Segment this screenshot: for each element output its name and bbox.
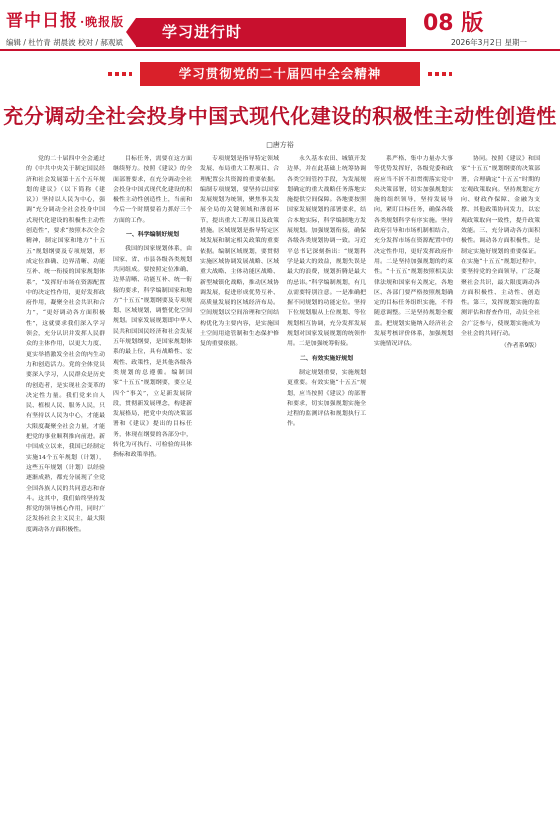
article-headline: 充分调动全社会投身中国式现代化建设的积极性主动性创造性 [3, 104, 557, 128]
series-title: 学习贯彻党的二十届四中全会精神 [178, 66, 382, 81]
section-subhead-1: 一、科学编制好规划 [125, 232, 179, 239]
section-subhead-2: 二、有效实施好规划 [299, 355, 353, 362]
paragraph: 专项规划是指导特定领域发展、布局重大工程项目、合理配置公共资源的重要依据。编制专项规划，要坚持以国家发展规划为统领，聚焦事关发展全局的关键领域和薄弱环节，提出重大工程项目及政策措施。区域规划是指导特定区域发展和制定相关政策的重要依据。编制区域规划，要贯彻实施区域协调发展战略、区域重大战略、主体功能区战略、新型城镇化战略，推动区域协调发展，促进形成优势互补、高质量发展的区域经济布局。空间规划以空间治理和空间结构优化为主要内容，是实施国土空间用途管制和生态保护修复的重要依据。 [200, 156, 279, 348]
article-byline: □唐方裕 [266, 141, 294, 149]
editor-line: 编辑 / 杜竹青 胡晨波 校对 / 郝观斌 [6, 38, 123, 47]
series-banner [140, 62, 420, 86]
page-number: 08 版 [423, 11, 484, 36]
article-column-2 [113, 154, 192, 799]
paragraph: 我国的国家规划体系，由国家、省、市县各级各类规划共同组成。要按照定位准确、边界清晰、功能互补、统一衔接的要求，科学编制国家和地方“十五五”规划纲要及专项规划、区域规划，调整优化空间规划。国家发展规划即中华人民共和国国民经济和社会发展五年规划纲要，是国家规划体系的最上位，具有战略性、宏观性、政策性，是其他各级各类规划的总遵循。编制国家“十五五”规划纲要，要立足四个“事关”，立足新发展阶段，贯彻新发展理念，构建新发展格局，把党中央的决策部署和《建议》提出的目标任务，体现在纲要的各部分中，转化为可执行、可检验的具体指标和政策举措。 [113, 246, 192, 459]
article-column-1 [26, 154, 105, 799]
dots-right-decoration [428, 72, 452, 76]
article-column-4 [287, 154, 366, 799]
paragraph: 党的二十届四中全会通过的《中共中央关于制定国民经济和社会发展第十五个五年规划的建议》（以下简称《建议》）坚持以人民为中心，强调“充分调动全社会投身中国式现代化建设的积极性主动性创造性”，要求“按照本次全会精神，制定国家和地方“十五五”规划纲要及专项规划，形成定位准确、边界清晰、功能互补、统一衔接的国家规划体系”，“发挥好市场在资源配置中的决定性作用，更好发挥政府作用，凝聚全社会共识和合力”，“更好调动各方面积极性”，这就要求我们深入学习领会，充分认识并发挥人民群众的主体作用，以更大力度、更实举措激发全社会的内生动力和创造活力。党的全体党员要深入学习，人民群众是历史的创造者，是实现社会变革的决定性力量。我们党来自人民、植根人民、服务人民，只有坚持以人民为中心，才能最大限度凝聚全社会力量，才能把党的事业顺利推向前进。新中国成立以来，我国已经制定实施14个五年规划（计划），这些五年规划（计划）以经验逐渐成熟，都充分展现了全党全国各族人民的共同意志和奋斗。这其中，我们始终坚持发挥党的领导核心作用，同时广泛发扬社会主义民主，最大限度调动各方面积极性。 [26, 156, 105, 533]
article-column-6 [461, 154, 540, 799]
continued-note: （作者系9版） [500, 343, 540, 350]
paragraph: 制定规划重要，实施规划更重要。有效实施“十五五”规划，应当按照《建议》的部署和要求，切实加强规划实施全过程的监测评估和规划执行工作。 [287, 369, 366, 428]
header-rule [0, 49, 560, 51]
paragraph: 目标任务，需要在这方面继续努力。按照《建议》的全面部署要求，在充分调动全社会投身中国式现代化建设的积极性主动性创造性上，当前和今后一个时期要着力抓好三个方面的工作。 [113, 156, 192, 224]
newspaper-logo: 晋中日报 ·晚报版 [6, 11, 125, 31]
paragraph: 系严格、集中力量办大事等优势发挥好，各级党委和政府应当不折不扣贯彻落实党中央决策部署，切实加强规划实施的组织领导，坚持发展导向，紧盯目标任务，确保各级各类规划科学有序实施。坚持政府引导和市场机制相结合，充分发挥市场在资源配置中的决定性作用，更好发挥政府作用。二是坚持加强规划的约束性。“十五五”规划按照相关法律法规和国家有关规定，各地区、各部门要严格按照规划确定的目标任务组织实施，不得随意调整。三是坚持规划全覆盖。把规划实施纳入经济社会发展考核评价体系，加强规划实施情况评估。 [374, 156, 453, 348]
issue-date: 2026年3月2日 星期一 [451, 38, 528, 47]
article-column-3 [200, 154, 279, 799]
paragraph: 协同。按照《建议》和国家“十五五”规划纲要的决策部署，合理确定“十五五”时期的宏观政策取向。坚持规划定方向、财政作保障、金融为支撑、其他政策协同发力，以宏观政策取向一致性，提升政策效能。三、充分调动各方面积极性。调动各方面积极性，是制定实施好规划的重要保证。在实施“十五五”规划过程中，要坚持党的全面领导，广泛凝聚社会共识，最大限度调动各方面积极性、主动性、创造性。第三，发挥规划实施的监测评估和督查作用，动员全社会广泛参与，使规划实施成为全社会的共同行动。 [461, 156, 540, 338]
article-body [26, 154, 540, 799]
dots-left-decoration [108, 72, 132, 76]
masthead [0, 0, 560, 52]
banner-arrow-icon [126, 18, 136, 46]
paragraph: 永久基本农田、城镇开发边界，并在此基础上统筹协调各类空间管控手段，为发展规划确定的重大战略任务落地实施提供空间保障。各地要按照国家发展规划的部署要求，结合本地实际，科学编制地方发展规划。加强规划衔接，确保各级各类规划协调一致。习近平总书记深刻指出：“规划科学是最大的效益，规划失误是最大的浪费，规划折腾是最大的忌讳。”科学编制规划，有几点需要特别注意。一是准确把握不同规划的功能定位。坚持下位规划服从上位规划、等位规划相互协调，充分发挥发展规划对国家发展规划的统领作用。二是加强统筹衔接。 [287, 156, 366, 348]
article-column-5 [374, 154, 453, 799]
section-banner [136, 18, 406, 47]
section-title: 学习进行时 [162, 23, 243, 41]
